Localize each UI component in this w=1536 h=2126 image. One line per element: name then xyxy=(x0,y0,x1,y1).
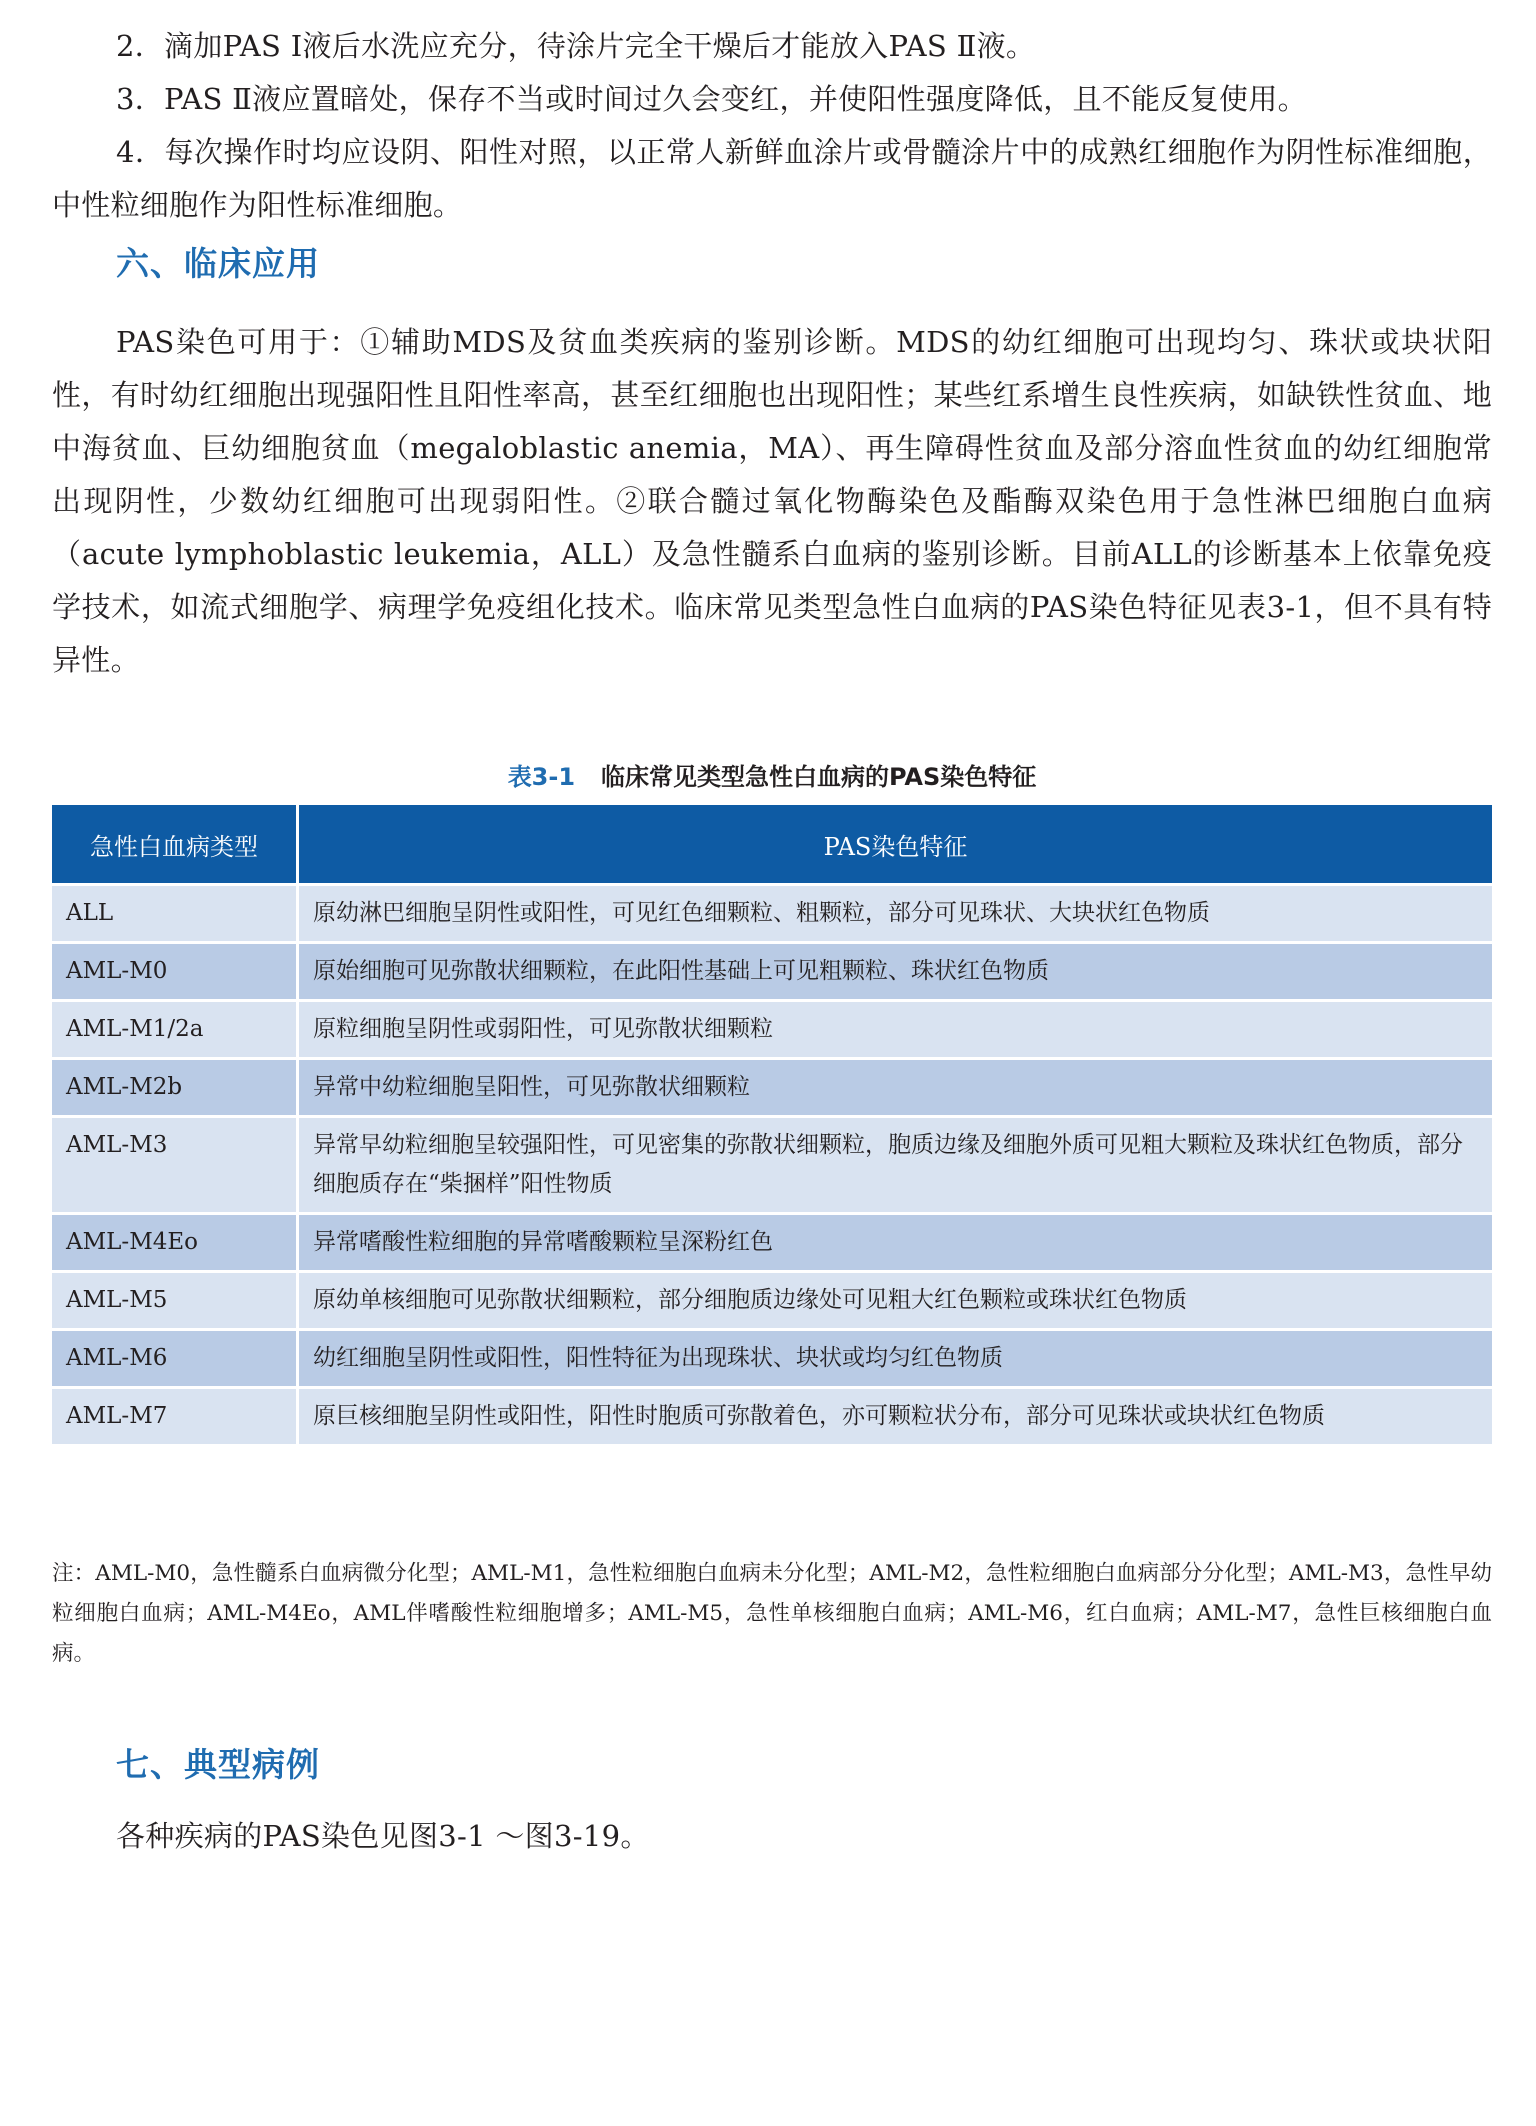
row-feature-cell: 原幼淋巴细胞呈阴性或阳性，可见红色细颗粒、粗颗粒，部分可见珠状、大块状红色物质 xyxy=(298,885,1493,943)
row-feature-cell: 幼红细胞呈阴性或阳性，阳性特征为出现珠状、块状或均匀红色物质 xyxy=(298,1330,1493,1388)
row-type-cell: AML-M5 xyxy=(52,1272,298,1330)
typical-cases-paragraph: 各种疾病的PAS染色见图3-1 ～图3-19。 xyxy=(116,1819,650,1853)
table-header-row xyxy=(52,805,1492,885)
table-row xyxy=(52,1059,1492,1117)
section-heading-clinical-application: 六、临床应用 xyxy=(116,244,320,283)
row-type-cell: AML-M2b xyxy=(52,1059,298,1117)
page-content xyxy=(52,0,1492,1853)
row-feature-cell: 异常早幼粒细胞呈较强阳性，可见密集的弥散状细颗粒，胞质边缘及细胞外质可见粗大颗粒及珠状红色物质，部分细胞质存在“柴捆样”阳性物质 xyxy=(298,1117,1493,1214)
clinical-application-paragraph: PAS染色可用于：①辅助MDS及贫血类疾病的鉴别诊断。MDS的幼红细胞可出现均匀、珠状或块状阳性，有时幼红细胞出现强阳性且阳性率高，甚至红细胞也出现阳性；某些红系增生良性疾病，如缺铁性贫血、地中海贫血、巨幼细胞贫血（megaloblastic anemia，MA）、再生障碍性贫血及部分溶血性贫血的幼红细胞常出现阴性，少数幼红细胞可出现弱阳性。②联合髓过氧化物酶染色及酯酶双染色用于急性淋巴细胞白血病（acute lymphoblastic leukemia，ALL）及急性髓系白血病的鉴别诊断。目前ALL的诊断基本上依靠免疫学技术，如流式细胞学、病理学免疫组化技术。临床常见类型急性白血病的PAS染色特征见表3-1，但不具有特异性。 xyxy=(52,325,1492,677)
row-feature-cell: 原幼单核细胞可见弥散状细颗粒，部分细胞质边缘处可见粗大红色颗粒或珠状红色物质 xyxy=(298,1272,1493,1330)
precaution-item-3: 3．PAS Ⅱ液应置暗处，保存不当或时间过久会变红，并使阳性强度降低，且不能反复使用。 xyxy=(116,82,1307,116)
table-row xyxy=(52,1214,1492,1272)
table-row xyxy=(52,943,1492,1001)
row-type-cell: AML-M7 xyxy=(52,1388,298,1445)
row-type-cell: ALL xyxy=(52,885,298,943)
row-type-cell: AML-M4Eo xyxy=(52,1214,298,1272)
pas-staining-table xyxy=(52,805,1492,1444)
table-row xyxy=(52,1330,1492,1388)
row-feature-cell: 原始细胞可见弥散状细颗粒，在此阳性基础上可见粗颗粒、珠状红色物质 xyxy=(298,943,1493,1001)
table-row xyxy=(52,1117,1492,1214)
row-feature-cell: 原巨核细胞呈阴性或阳性，阳性时胞质可弥散着色，亦可颗粒状分布，部分可见珠状或块状红色物质 xyxy=(298,1388,1493,1445)
table-number: 表3-1 xyxy=(507,763,576,791)
header-leukemia-type: 急性白血病类型 xyxy=(52,805,298,885)
row-feature-cell: 异常中幼粒细胞呈阳性，可见弥散状细颗粒 xyxy=(298,1059,1493,1117)
table-row xyxy=(52,885,1492,943)
table-row xyxy=(52,1272,1492,1330)
table-title: 临床常见类型急性白血病的PAS染色特征 xyxy=(601,763,1037,791)
row-feature-cell: 异常嗜酸性粒细胞的异常嗜酸颗粒呈深粉红色 xyxy=(298,1214,1493,1272)
row-type-cell: AML-M3 xyxy=(52,1117,298,1214)
table-row xyxy=(52,1388,1492,1445)
precaution-item-2: 2．滴加PAS Ⅰ液后水洗应充分，待涂片完全干燥后才能放入PAS Ⅱ液。 xyxy=(116,29,1036,63)
row-type-cell: AML-M6 xyxy=(52,1330,298,1388)
table-row xyxy=(52,1001,1492,1059)
precautions-list xyxy=(52,0,1492,232)
precaution-item-4: 4．每次操作时均应设阴、阳性对照，以正常人新鲜血涂片或骨髓涂片中的成熟红细胞作为阴性标准细胞，中性粒细胞作为阳性标准细胞。 xyxy=(52,135,1492,222)
header-pas-feature: PAS染色特征 xyxy=(298,805,1493,885)
table-caption xyxy=(52,757,1492,792)
row-type-cell: AML-M0 xyxy=(52,943,298,1001)
table-footnote: 注：AML-M0，急性髓系白血病微分化型；AML-M1，急性粒细胞白血病未分化型；AML-M2，急性粒细胞白血病部分分化型；AML-M3，急性早幼粒细胞白血病；AML-M4Eo，AML伴嗜酸性粒细胞增多；AML-M5，急性单核细胞白血病；AML-M6，红白血病；AML-M7，急性巨核细胞白血病。 xyxy=(52,1560,1492,1666)
row-feature-cell: 原粒细胞呈阴性或弱阳性，可见弥散状细颗粒 xyxy=(298,1001,1493,1059)
section-heading-typical-cases: 七、典型病例 xyxy=(116,1745,320,1784)
row-type-cell: AML-M1/2a xyxy=(52,1001,298,1059)
